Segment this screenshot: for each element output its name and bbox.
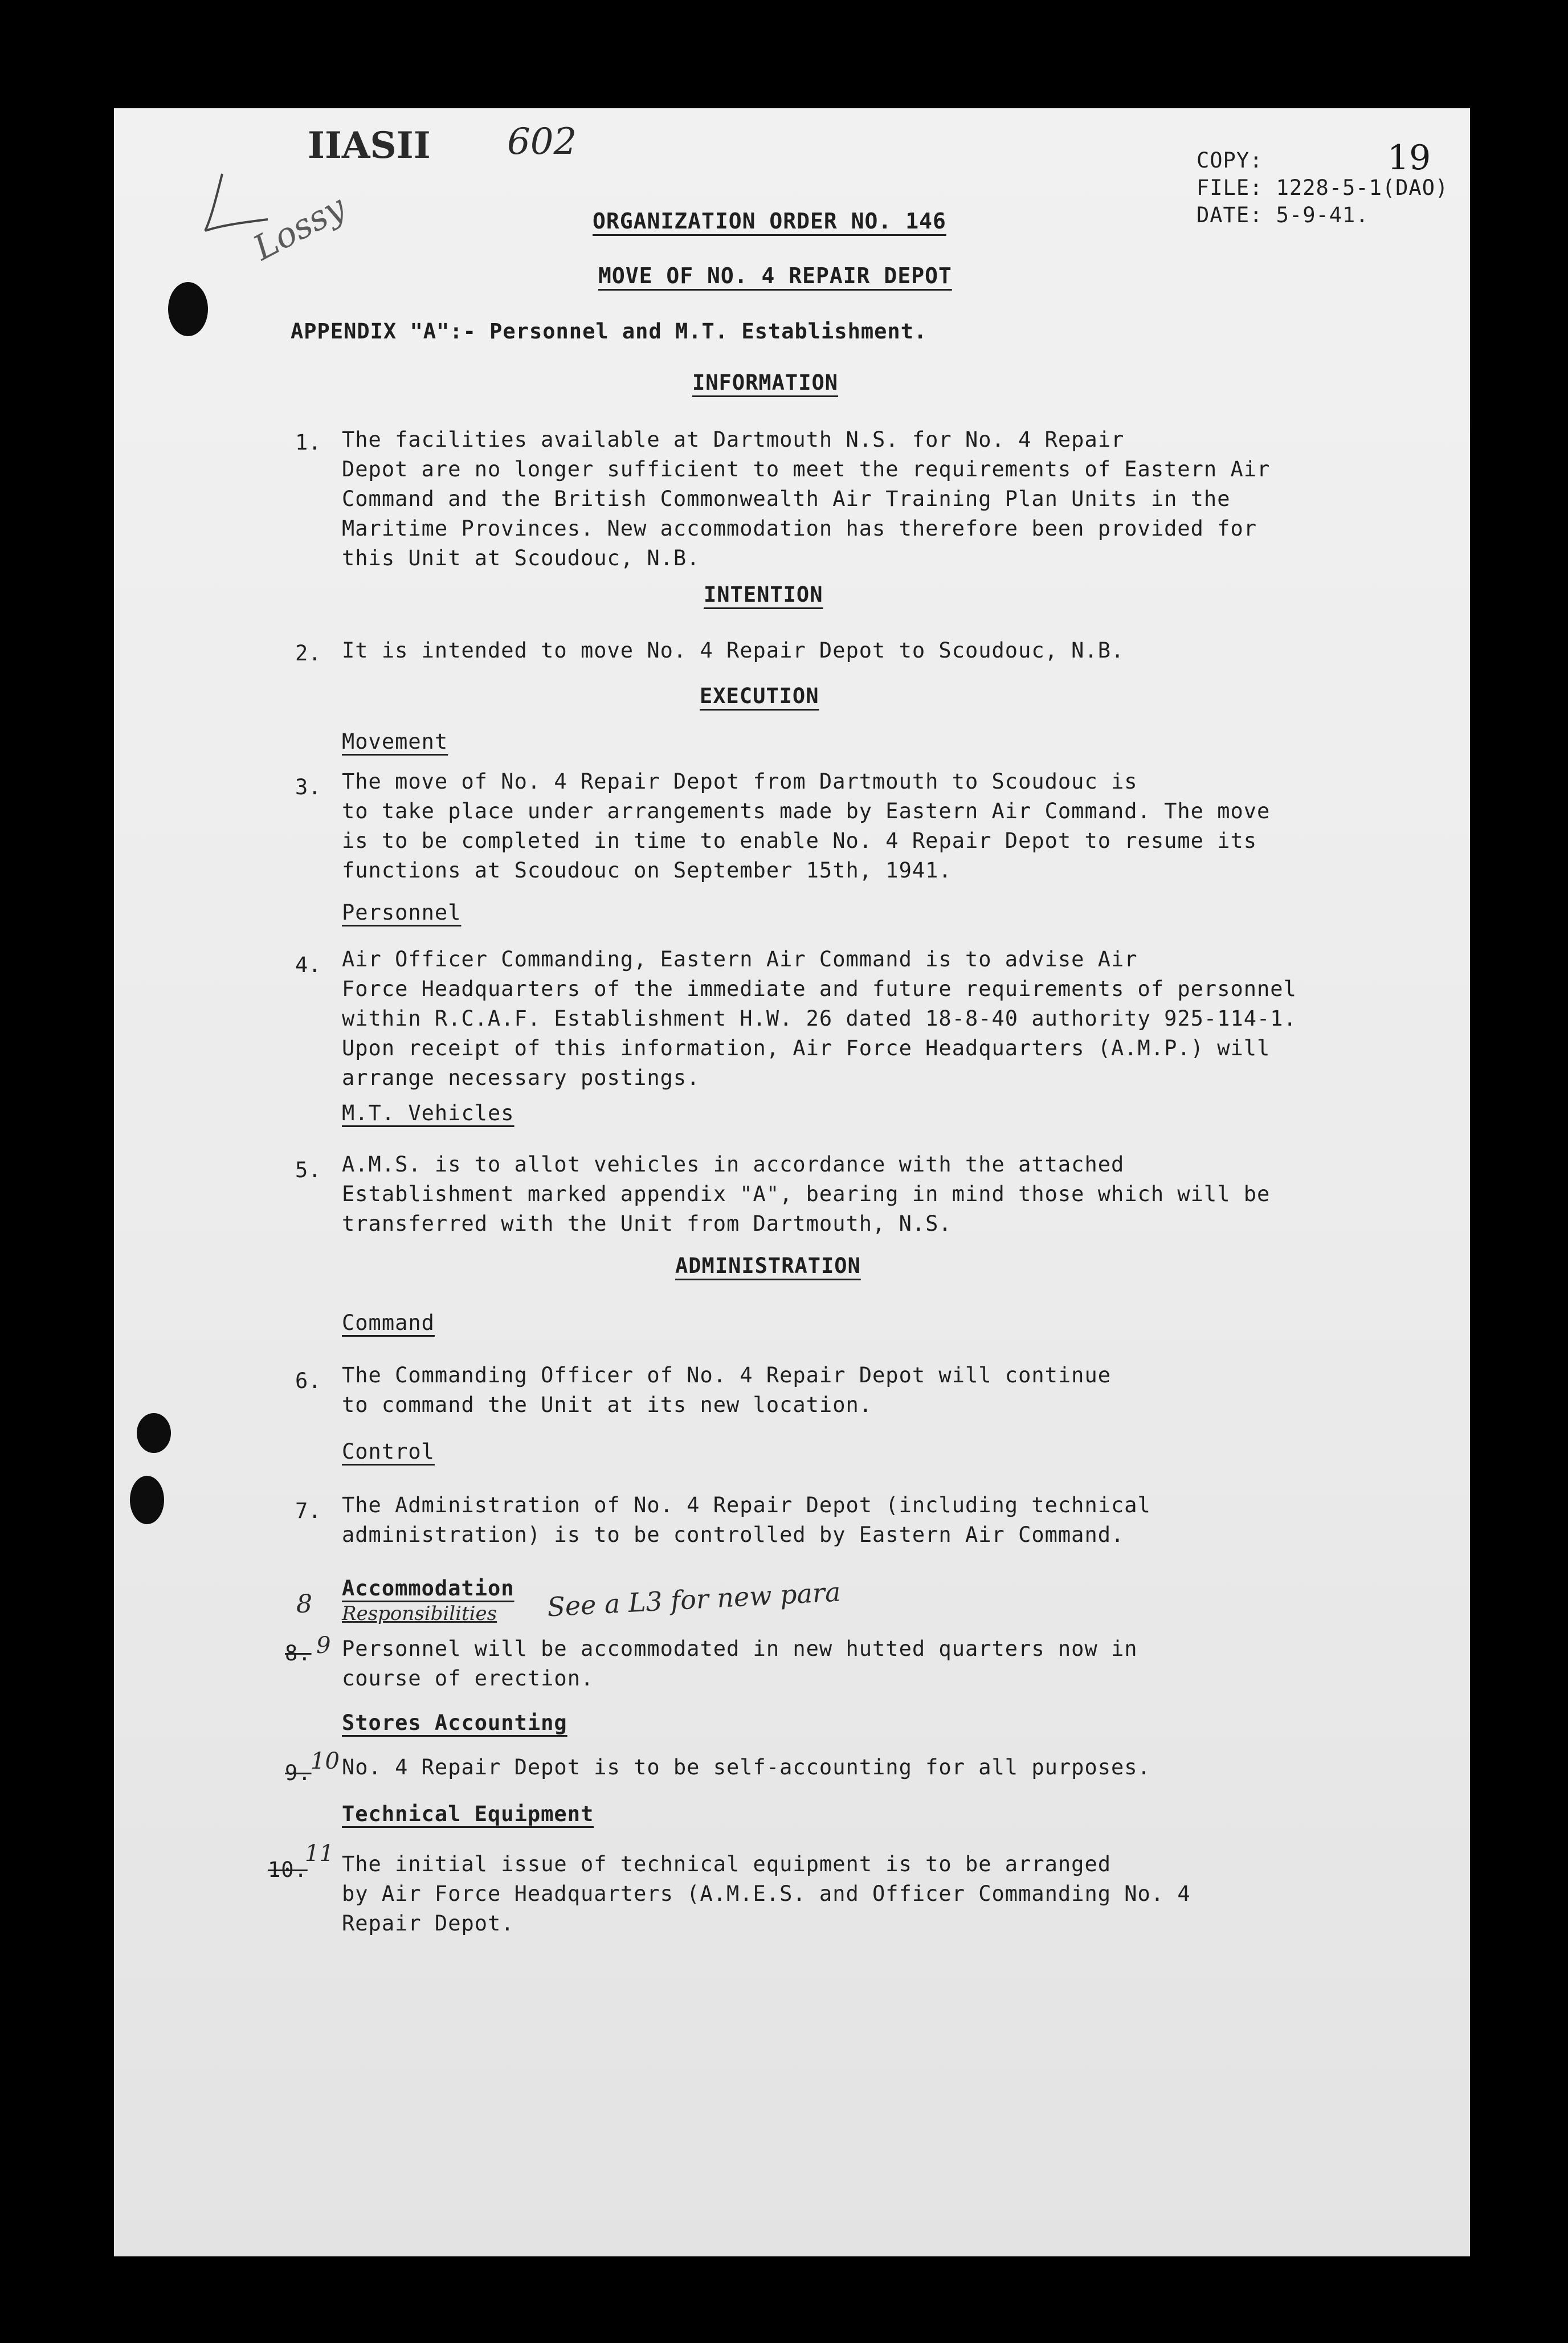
binder-hole (130, 1476, 164, 1524)
para-number: 6. (295, 1369, 322, 1393)
handwritten-responsibilities: Responsibilities (342, 1602, 497, 1625)
para-line: Force Headquarters of the immediate and future requirements of personnel (342, 977, 1297, 1001)
pencil-mark (199, 162, 302, 242)
para-line: Command and the British Commonwealth Air Training Plan Units in the (342, 487, 1231, 511)
para-line: by Air Force Headquarters (A.M.E.S. and Officer Commanding No. 4 (342, 1881, 1191, 1906)
subhead-accommodation: Accommodation (342, 1576, 514, 1601)
page-title: ORGANIZATION ORDER NO. 146 (593, 209, 946, 234)
para-line: Repair Depot. (342, 1911, 514, 1936)
para-line: to command the Unit at its new location. (342, 1393, 873, 1417)
binder-hole (137, 1413, 171, 1453)
para-line: The facilities available at Dartmouth N.S. for No. 4 Repair (342, 427, 1125, 452)
binder-hole (168, 282, 208, 336)
para-line: this Unit at Scoudouc, N.B. (342, 546, 700, 570)
para-number: 7. (295, 1499, 322, 1523)
section-execution: EXECUTION (700, 684, 819, 708)
subhead-personnel: Personnel (342, 900, 462, 925)
document-page (114, 108, 1470, 2256)
para-line: The move of No. 4 Repair Depot from Dartmouth to Scoudouc is (342, 769, 1138, 794)
para-line: A.M.S. is to allot vehicles in accordance with the attached (342, 1152, 1125, 1177)
para-line: is to be completed in time to enable No. 4 Repair Depot to resume its (342, 828, 1257, 853)
para-line: to take place under arrangements made by Eastern Air Command. The move (342, 799, 1271, 823)
para-number: 2. (295, 641, 322, 666)
para-line: transferred with the Unit from Dartmouth, N.S. (342, 1211, 952, 1236)
section-administration: ADMINISTRATION (675, 1254, 861, 1278)
document-frame (114, 108, 1470, 2256)
page-number: 19 (1387, 138, 1431, 178)
section-information: INFORMATION (692, 370, 839, 395)
handwritten-renumber: 9 (316, 1632, 331, 1659)
para-line: Establishment marked appendix "A", bearing in mind those which will be (342, 1182, 1271, 1206)
para-line: No. 4 Repair Depot is to be self-accounting for all purposes. (342, 1755, 1151, 1779)
subhead-movement: Movement (342, 729, 448, 754)
handwritten-number: 602 (507, 121, 577, 163)
para-line: The initial issue of technical equipment is to be arranged (342, 1852, 1112, 1876)
page-subtitle: MOVE OF NO. 4 REPAIR DEPOT (598, 263, 952, 288)
para-line: Personnel will be accommodated in new hutted quarters now in (342, 1636, 1138, 1661)
para-number: 9. (285, 1761, 312, 1785)
subhead-technical-equipment: Technical Equipment (342, 1802, 594, 1826)
para-number: 10. (268, 1858, 308, 1882)
para-number: 8. (285, 1641, 312, 1666)
para-number: 3. (295, 775, 322, 799)
para-line: within R.C.A.F. Establishment H.W. 26 dated 18-8-40 authority 925-114-1. (342, 1006, 1297, 1031)
subhead-mt-vehicles: M.T. Vehicles (342, 1101, 514, 1125)
header-date: DATE: 5-9-41. (1197, 203, 1369, 227)
handwritten-para-number: 8 (296, 1590, 312, 1619)
para-line: arrange necessary postings. (342, 1066, 700, 1090)
subhead-stores-accounting: Stores Accounting (342, 1711, 567, 1735)
handwritten-note: See a L3 for new para (546, 1576, 842, 1623)
para-line: course of erection. (342, 1666, 594, 1691)
handwritten-renumber: 11 (305, 1840, 334, 1867)
para-number: 5. (295, 1158, 322, 1182)
para-line: Maritime Provinces. New accommodation has therefore been provided for (342, 516, 1257, 541)
subhead-command: Command (342, 1311, 435, 1335)
signature: Lossy (247, 187, 352, 269)
para-line: The Commanding Officer of No. 4 Repair Depot will continue (342, 1363, 1112, 1387)
subhead-control: Control (342, 1439, 435, 1464)
para-line: functions at Scoudouc on September 15th, 1941. (342, 858, 952, 883)
para-number: 1. (295, 430, 322, 455)
para-line: Depot are no longer sufficient to meet the requirements of Eastern Air (342, 457, 1271, 481)
header-file: FILE: 1228-5-1(DAO) (1197, 175, 1449, 200)
para-line: Upon receipt of this information, Air Force Headquarters (A.M.P.) will (342, 1036, 1271, 1060)
handwritten-reference: IIASII (308, 124, 431, 167)
handwritten-renumber: 10 (311, 1748, 340, 1774)
appendix-line: APPENDIX "A":- Personnel and M.T. Establishment. (291, 319, 928, 344)
section-intention: INTENTION (704, 582, 823, 607)
para-line: It is intended to move No. 4 Repair Depot to Scoudouc, N.B. (342, 638, 1125, 663)
para-number: 4. (295, 953, 322, 977)
para-line: Air Officer Commanding, Eastern Air Command is to advise Air (342, 947, 1138, 972)
para-line: administration) is to be controlled by Eastern Air Command. (342, 1522, 1125, 1547)
para-line: The Administration of No. 4 Repair Depot (including technical (342, 1493, 1151, 1517)
header-copy: COPY: (1197, 148, 1263, 173)
